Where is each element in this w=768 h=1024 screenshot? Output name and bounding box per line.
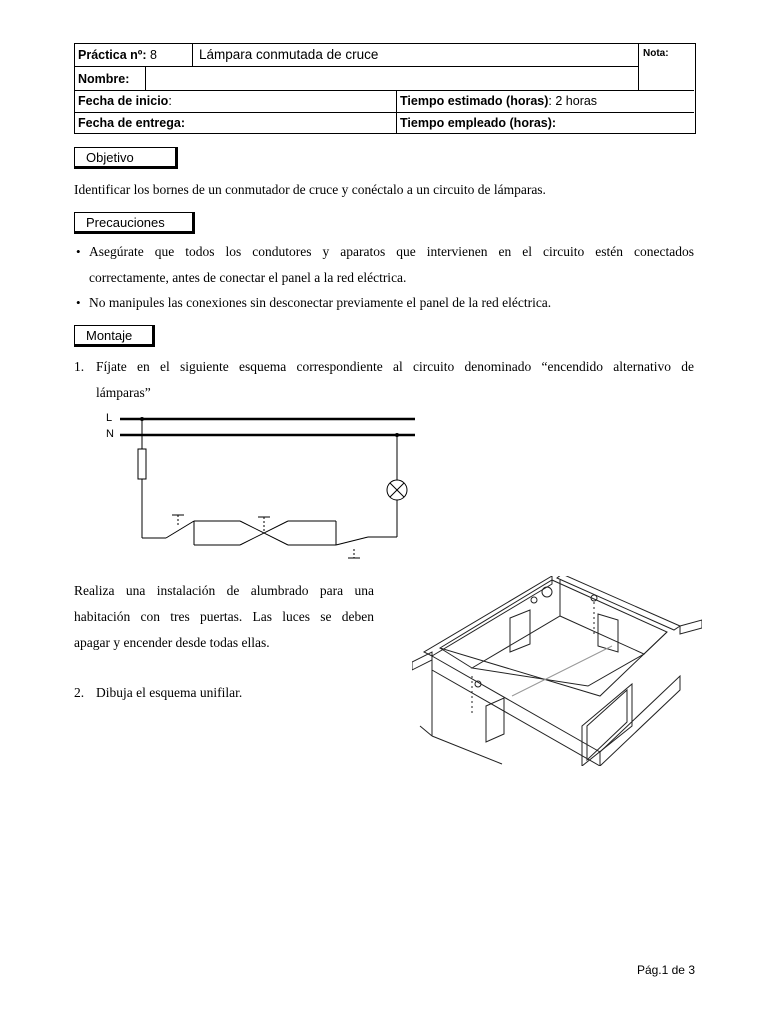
objetivo-heading: Objetivo xyxy=(74,147,178,169)
practice-title: Lámpara conmutada de cruce xyxy=(199,47,379,62)
practica-label: Práctica nº: xyxy=(78,48,147,62)
fecha-inicio-colon: : xyxy=(168,94,172,108)
step1-line2: lámparas” xyxy=(96,385,151,400)
col-divider xyxy=(192,44,193,66)
fecha-inicio-cell xyxy=(75,91,172,111)
door-icon xyxy=(598,614,618,652)
row-divider xyxy=(75,66,638,67)
tiempo-estimado-label: Tiempo estimado (horas) xyxy=(400,94,549,108)
wall-edge xyxy=(644,632,667,654)
fecha-entrega-label: Fecha de entrega: xyxy=(78,116,185,130)
label-n: N xyxy=(106,428,114,440)
step1-number: 1. xyxy=(74,359,85,374)
realiza-line1: Realiza una instalación de alumbrado para una xyxy=(74,583,374,598)
lamp-icon xyxy=(542,587,552,597)
circuit-diagram xyxy=(100,405,430,580)
tiempo-estimado-value: : 2 horas xyxy=(548,94,598,108)
nota-label: Nota: xyxy=(643,48,669,59)
tiempo-empleado-label: Tiempo empleado (horas): xyxy=(400,116,557,130)
front-wall xyxy=(600,676,680,766)
page-number: Pág.1 de 3 xyxy=(636,963,695,977)
bullet-icon: • xyxy=(76,295,81,310)
step2-text: Dibuja el esquema unifilar. xyxy=(96,685,243,700)
fuse-icon xyxy=(138,449,146,479)
room-outline xyxy=(440,580,667,696)
precaucion-1-line2: correctamente, antes de conectar el panel a la red eléctrica. xyxy=(89,270,407,285)
wall-edge xyxy=(440,648,472,668)
precaucion-2-line1: No manipules las conexiones sin desconectar previamente el panel de la red eléctrica. xyxy=(89,295,552,310)
nombre-label: Nombre: xyxy=(78,72,130,86)
wall-stub xyxy=(680,620,702,634)
tiempo-estimado-cell xyxy=(397,91,597,111)
switch-right-icon xyxy=(336,537,368,545)
realiza-line3: apagar y encender desde todas ellas. xyxy=(74,635,270,650)
wall-top xyxy=(424,576,552,656)
col-divider xyxy=(638,44,639,90)
col-divider xyxy=(145,66,146,90)
header-table xyxy=(74,43,696,134)
step1-line1: Fíjate en el siguiente esquema correspondiente al circuito denominado “encendido alternativo de xyxy=(96,359,694,374)
switch-left-icon xyxy=(166,521,194,538)
objetivo-text: Identificar los bornes de un conmutador de cruce y conéctalo a un circuito de lámparas. xyxy=(74,182,546,197)
montaje-heading: Montaje xyxy=(74,325,155,347)
door-icon xyxy=(510,610,530,652)
fecha-inicio-label: Fecha de inicio xyxy=(78,94,169,108)
front-wall xyxy=(432,656,600,766)
wall-edge xyxy=(420,726,432,736)
door-icon xyxy=(486,698,504,742)
window-inner xyxy=(587,690,627,760)
bullet-icon: • xyxy=(76,244,81,259)
precauciones-heading: Precauciones xyxy=(74,212,195,234)
precaucion-1-line1: Asegúrate que todos los condutores y aparatos que intervienen en el circuito estén conectados xyxy=(89,244,694,259)
switch-icon xyxy=(531,597,537,603)
label-l: L xyxy=(106,412,113,424)
wall-edge xyxy=(432,736,502,764)
realiza-line2: habitación con tres puertas. Las luces se deben xyxy=(74,609,374,624)
practica-cell xyxy=(75,45,157,65)
step2-number: 2. xyxy=(74,685,85,700)
room-illustration xyxy=(412,576,702,766)
practica-number: 8 xyxy=(149,48,157,62)
floor-line xyxy=(512,646,612,696)
